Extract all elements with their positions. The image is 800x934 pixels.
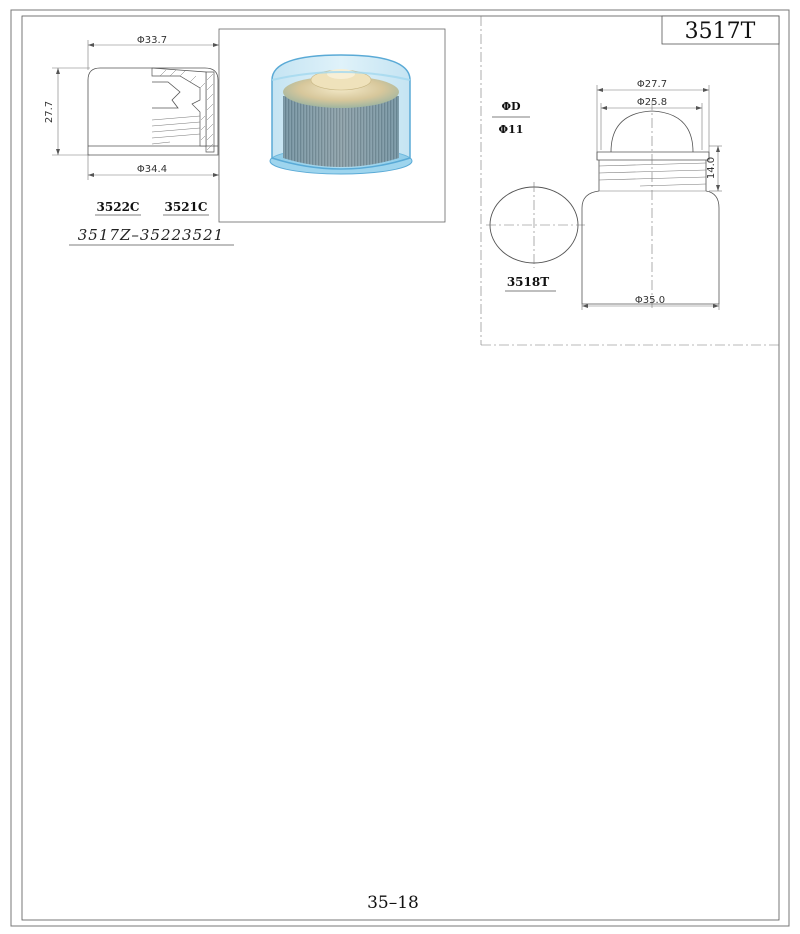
bottle-inner-diameter: Φ25.8 (636, 97, 668, 108)
cap-bottom-diameter: Φ34.4 (136, 164, 168, 175)
assembly-code: 3517Z–35223521 (77, 226, 225, 244)
bottle-part-label: 3518T (506, 275, 550, 289)
page-number: 35–18 (367, 893, 419, 913)
bottle-outer-diameter: Φ27.7 (636, 79, 668, 90)
neck-outer-label: ΦD (501, 100, 521, 113)
part-label-3521c: 3521C (164, 200, 208, 214)
part-label-3522c: 3522C (96, 200, 140, 214)
bottle-drawing (486, 79, 722, 310)
bottle-neck-height: 14.0 (706, 156, 717, 180)
cap-height: 27.7 (44, 100, 55, 124)
cap-section-drawing (44, 35, 234, 245)
cap-render-image (219, 29, 445, 222)
bottle-body-diameter: Φ35.0 (634, 295, 666, 306)
model-title: 3517T (684, 19, 756, 44)
cap-top-diameter: Φ33.7 (136, 35, 168, 46)
neck-inner-label: Φ11 (498, 123, 524, 136)
